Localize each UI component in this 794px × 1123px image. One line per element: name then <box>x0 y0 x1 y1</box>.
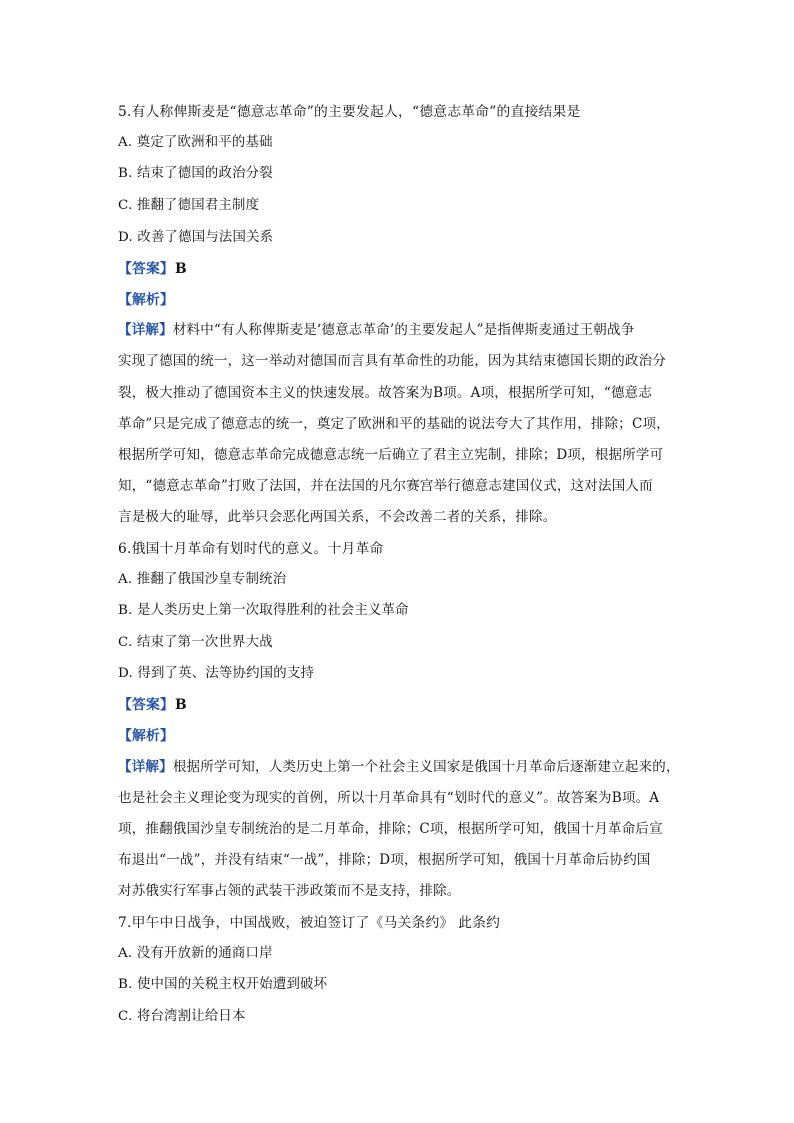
answer-value: B <box>175 697 187 713</box>
question-6-option-b: B. 是人类历史上第一次取得胜利的社会主义革命 <box>118 603 409 618</box>
question-7-stem: 7.甲午中日战争，中国战败，被迫签订了《马关条约》 此条约 <box>118 915 501 931</box>
question-5-detail-line-7: 言是极大的耻辱，此举只会恶化两国关系，不会改善二者的关系，排除。 <box>118 509 557 525</box>
detail-text: 根据所学可知，人类历史上第一个社会主义国家是俄国十月革命后逐渐建立起来的， <box>172 759 680 775</box>
question-6-detail-line-5: 对苏俄实行军事占领的武装干涉政策而不是支持，排除。 <box>118 883 461 899</box>
question-5-stem: 5.有人称俾斯麦是“德意志革命”的主要发起人，“德意志革命”的直接结果是 <box>118 104 581 120</box>
answer-label: 【答案】 <box>118 697 174 713</box>
question-6-detail-line-3: 项，推翻俄国沙皇专制统治的是二月革命，排除；C项，根据所学可知，俄国十月革命后宣 <box>118 821 663 837</box>
answer-label: 【答案】 <box>118 261 174 277</box>
question-6-detail-line-2: 也是社会主义理论变为现实的首例，所以十月革命具有“划时代的意义”。故答案为B项。A <box>118 790 660 806</box>
question-6-option-d: D. 得到了英、法等协约国的支持 <box>118 666 315 681</box>
question-5-option-c: C. 推翻了德国君主制度 <box>118 198 260 213</box>
question-5-option-d: D. 改善了德国与法国关系 <box>118 230 274 245</box>
question-5-detail-line-2: 实现了德国的统一，这一举动对德国而言具有革命性的功能，因为其结束德国长期的政治分 <box>118 353 666 369</box>
question-5-detail-line-6: 知，“德意志革命”打败了法国，并在法国的凡尔赛宫举行德意志建国仪式，这对法国人而 <box>118 478 653 494</box>
detail-text: 材料中“有人称俾斯麦是‘德意志革命’的主要发起人”是指俾斯麦通过王朝战争 <box>172 322 635 338</box>
detail-label: 【详解】 <box>118 759 173 775</box>
question-6-stem: 6.俄国十月革命有划时代的意义。十月革命 <box>118 541 384 557</box>
question-7-option-b: B. 使中国的关税主权开始遭到破坏 <box>118 977 328 992</box>
question-5-detail-line-5: 根据所学可知，德意志革命完成德意志统一后确立了君主立宪制，排除；D项，根据所学可 <box>118 447 664 463</box>
question-5-detail-line-3: 裂，极大推动了德国资本主义的快速发展。故答案为B项。A项，根据所学可知，“德意志 <box>118 385 653 401</box>
question-6-detail-line-4: 布退出“一战”，并没有结束“一战”，排除；D项，根据所学可知，俄国十月革命后协约国 <box>118 852 651 868</box>
question-5-analysis-label: 【解析】 <box>118 292 174 308</box>
question-5-answer <box>118 259 187 279</box>
question-6-detail-line-1 <box>118 757 680 777</box>
question-5-option-b: B. 结束了德国的政治分裂 <box>118 166 273 181</box>
answer-value: B <box>175 261 187 277</box>
question-6-option-a: A. 推翻了俄国沙皇专制统治 <box>118 572 287 587</box>
question-5-option-a: A. 奠定了欧洲和平的基础 <box>118 135 273 150</box>
question-5-detail-line-1 <box>118 320 634 340</box>
question-7-option-c: C. 将台湾割让给日本 <box>118 1009 246 1024</box>
question-6-analysis-label: 【解析】 <box>118 728 174 744</box>
question-6-option-c: C. 结束了第一次世界大战 <box>118 635 273 650</box>
question-5-detail-line-4: 革命”只是完成了德意志的统一，奠定了欧洲和平的基础的说法夸大了其作用，排除；C项， <box>118 416 670 432</box>
detail-label: 【详解】 <box>118 322 173 338</box>
question-7-option-a: A. 没有开放新的通商口岸 <box>118 946 273 961</box>
question-6-answer <box>118 695 187 715</box>
